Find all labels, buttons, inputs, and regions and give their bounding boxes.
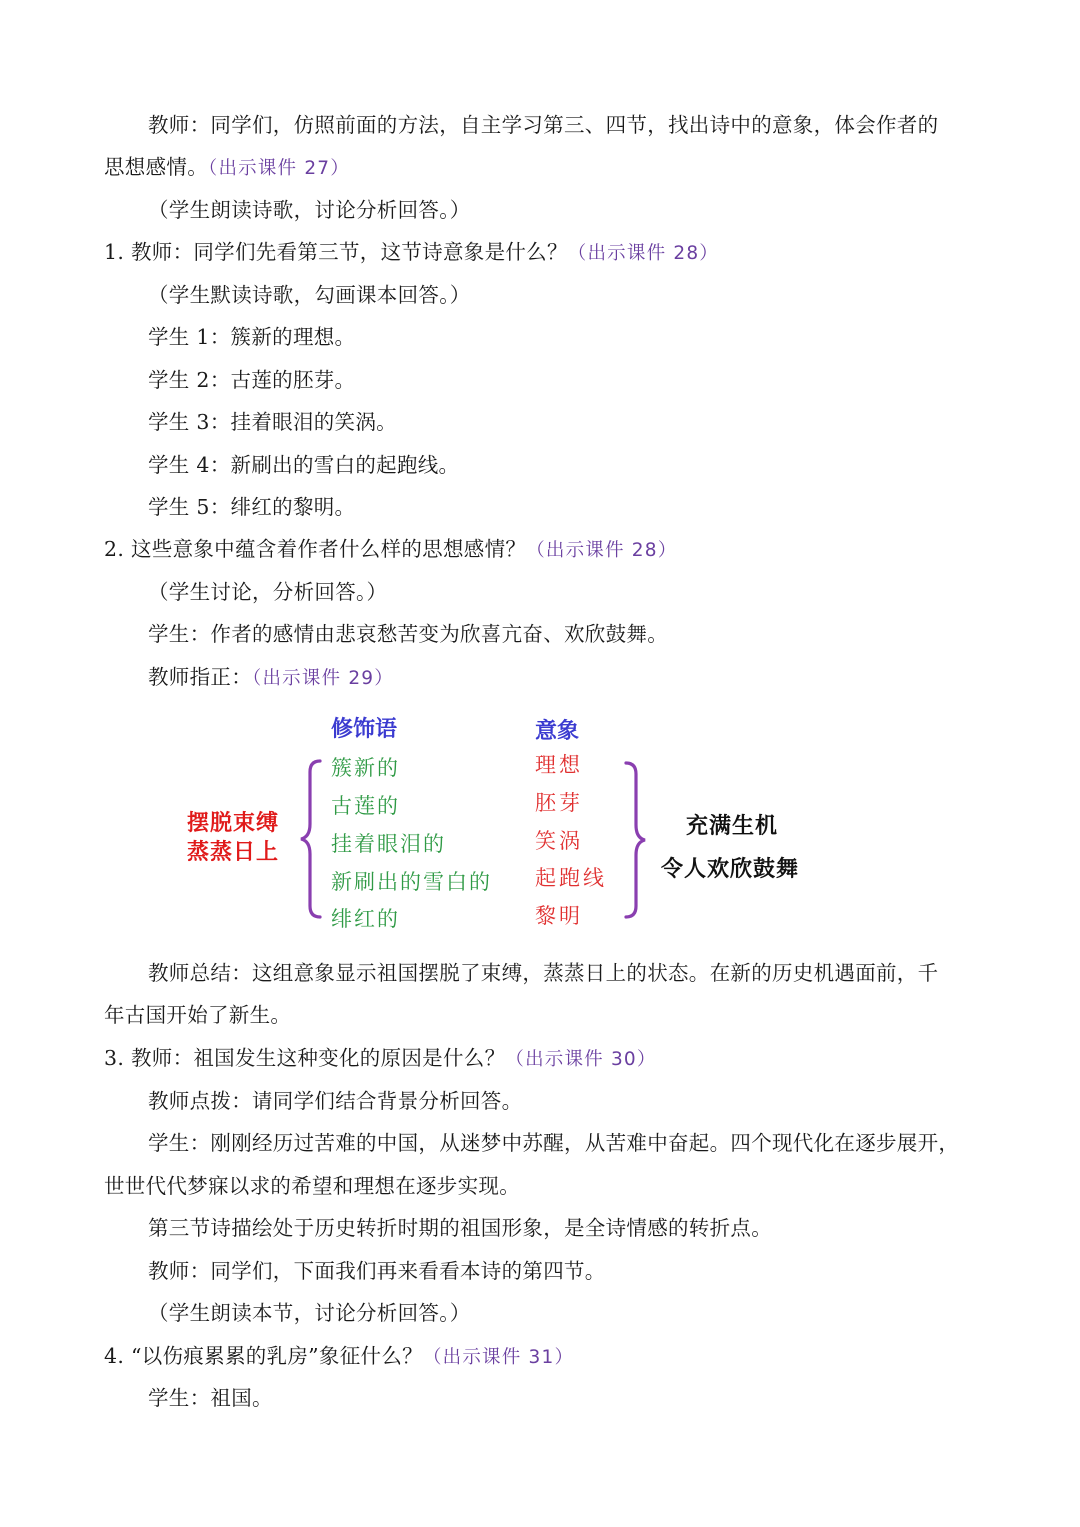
image-1: 理想 <box>535 753 583 777</box>
modifier-5: 绯红的 <box>331 907 400 931</box>
right-brace-icon <box>622 760 648 920</box>
question-3-text: 3. 教师：祖国发生这种变化的原因是什么？ <box>104 1046 506 1070</box>
header-imagery: 意象 <box>535 719 580 744</box>
student-answer-5: 学生 5：绯红的黎明。 <box>148 495 356 519</box>
students-read-note: （学生朗读诗歌，讨论分析回答。） <box>148 198 471 222</box>
image-2: 胚芽 <box>535 791 583 815</box>
courseware-ref-28b: （出示课件 28） <box>526 540 678 561</box>
modifier-3: 挂着眼泪的 <box>331 832 446 856</box>
header-modifier: 修饰语 <box>331 717 398 742</box>
student-answer-4: 学生 4：新刷出的雪白的起跑线。 <box>148 453 460 477</box>
teacher-intro-text: 思想感情。 <box>104 155 208 179</box>
courseware-ref-27: （出示课件 27） <box>208 158 350 179</box>
students-read-section-4: （学生朗读本节，讨论分析回答。） <box>148 1301 471 1325</box>
teacher-intro-line-2 <box>104 152 350 184</box>
question-2-text: 2. 这些意象中蕴含着作者什么样的思想感情？ <box>104 537 527 561</box>
courseware-ref-31: （出示课件 31） <box>422 1347 575 1368</box>
student-answer-2: 学生 2：古莲的胚芽。 <box>148 368 356 392</box>
question-2 <box>104 534 677 566</box>
teacher-intro-line-1: 教师：同学们，仿照前面的方法，自主学习第三、四节，找出诗中的意象，体会作者的 <box>148 113 939 137</box>
modifier-1: 簇新的 <box>331 756 400 780</box>
teacher-correction-text: 教师指正： <box>148 665 252 689</box>
question-4 <box>104 1341 574 1373</box>
courseware-ref-29: （出示课件 29） <box>252 668 394 689</box>
teacher-hint: 教师点拨：请同学们结合背景分析回答。 <box>148 1089 523 1113</box>
silent-read-note: （学生默读诗歌，勾画课本回答。） <box>148 283 471 307</box>
courseware-ref-28a: （出示课件 28） <box>567 243 720 264</box>
teacher-section-4: 教师：同学们，下面我们再来看看本诗的第四节。 <box>148 1259 606 1283</box>
teacher-summary-line-1: 教师总结：这组意象显示祖国摆脱了束缚，蒸蒸日上的状态。在新的历史机遇面前，千 <box>148 961 939 985</box>
student-answer-4-final: 学生：祖国。 <box>148 1386 273 1410</box>
student-answer-1: 学生 1：簇新的理想。 <box>148 325 356 349</box>
image-4: 起跑线 <box>535 866 607 890</box>
student-answer-3-line-2: 世世代代梦寐以求的希望和理想在逐步实现。 <box>104 1174 520 1198</box>
right-label-1: 充满生机 <box>686 814 779 839</box>
discuss-note: （学生讨论，分析回答。） <box>148 580 388 604</box>
left-label-2: 蒸蒸日上 <box>187 840 280 865</box>
teacher-correction <box>148 662 394 694</box>
left-brace-icon <box>298 758 324 920</box>
image-3: 笑涡 <box>535 829 583 853</box>
modifier-4: 新刷出的雪白的 <box>331 870 492 894</box>
student-answer-3-line-1: 学生：刚刚经历过苦难的中国，从迷梦中苏醒，从苦难中奋起。四个现代化在逐步展开， <box>148 1131 960 1155</box>
student-answer-3: 学生 3：挂着眼泪的笑涡。 <box>148 410 397 434</box>
question-1 <box>104 237 719 269</box>
image-5: 黎明 <box>535 904 583 928</box>
teacher-summary-line-2: 年古国开始了新生。 <box>104 1003 292 1027</box>
courseware-ref-30: （出示课件 30） <box>505 1049 657 1070</box>
student-answer-feeling: 学生：作者的感情由悲哀愁苦变为欣喜亢奋、欢欣鼓舞。 <box>148 622 668 646</box>
modifier-2: 古莲的 <box>331 794 400 818</box>
question-3 <box>104 1043 657 1075</box>
section-3-summary: 第三节诗描绘处于历史转折时期的祖国形象，是全诗情感的转折点。 <box>148 1216 772 1240</box>
question-4-text: 4. “以伤痕累累的乳房”象征什么？ <box>104 1344 423 1368</box>
question-1-text: 1. 教师：同学们先看第三节，这节诗意象是什么？ <box>104 240 568 264</box>
right-label-2: 令人欢欣鼓舞 <box>661 857 800 882</box>
left-label-1: 摆脱束缚 <box>187 811 280 836</box>
